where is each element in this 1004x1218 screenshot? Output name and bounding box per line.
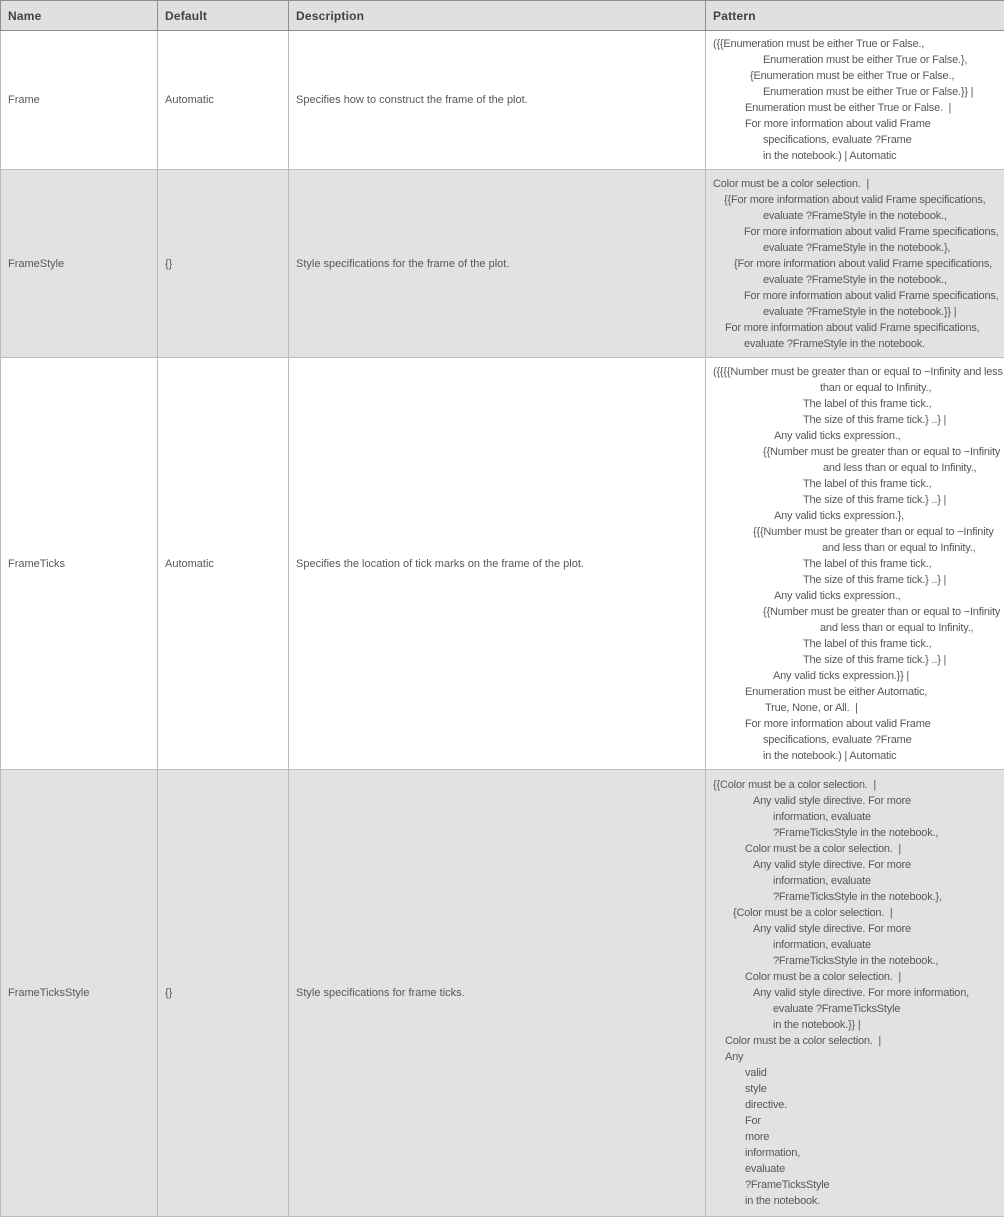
name-cell: FrameStyle [1,170,158,358]
pattern-line: style [745,1083,767,1095]
pattern-line: ?FrameTicksStyle in the notebook.}, [773,891,942,903]
pattern-line: specifications, evaluate ?Frame [763,733,912,746]
pattern-line: Color must be a color selection. | [713,177,870,190]
pattern-line: Enumeration must be either True or False. | [745,102,952,114]
pattern-line: The size of this frame tick.} ..} | [803,573,947,586]
pattern-line: {{For more information about valid Frame specifications, [724,193,986,206]
pattern-line: ?FrameTicksStyle in the notebook., [773,827,939,839]
default-cell: Automatic [158,31,289,170]
pattern-cell [706,170,1004,358]
pattern-cell [706,358,1004,770]
pattern-line: The label of this frame tick., [803,477,932,490]
pattern-line: Color must be a color selection. | [725,1035,882,1047]
pattern-cell [706,31,1004,170]
pattern-line: ?FrameTicksStyle [745,1179,830,1191]
pattern-cell [706,770,1004,1217]
table-body [1,31,1004,1217]
pattern-line: For [745,1115,761,1127]
pattern-line: Any valid ticks expression.}, [774,509,904,522]
pattern-line: Enumeration must be either True or False.}, [763,54,968,66]
pattern-line: {{{Number must be greater than or equal to −Infinity [753,525,994,538]
pattern-line: more [745,1131,770,1143]
pattern-line: ({{Enumeration must be either True or False., [713,38,925,50]
pattern-line: Any valid ticks expression., [774,589,901,602]
column-header-name: Name [1,1,158,31]
description-cell: Specifies the location of tick marks on the frame of the plot. [289,358,706,770]
name-cell: FrameTicks [1,358,158,770]
pattern-line: {{Number must be greater than or equal to −Infinity [763,445,1001,458]
pattern-line: evaluate ?FrameStyle in the notebook. [744,337,925,350]
table-row-frame [1,31,1004,170]
pattern-line: Any [725,1051,744,1063]
pattern-line: The label of this frame tick., [803,557,932,570]
pattern-line: For more information about valid Frame [745,118,931,130]
pattern-line: than or equal to Infinity., [820,381,932,394]
pattern-line: evaluate ?FrameStyle in the notebook., [763,209,947,222]
column-header-default: Default [158,1,289,31]
pattern-line: Any valid style directive. For more [753,795,912,807]
pattern-line: {{Number must be greater than or equal to −Infinity [763,605,1001,618]
pattern-line: directive. [745,1099,788,1111]
pattern-line: {Color must be a color selection. | [733,907,893,919]
pattern-line: True, None, or All. | [765,701,858,714]
description-cell: Specifies how to construct the frame of the plot. [289,31,706,170]
pattern-line: evaluate ?FrameStyle in the notebook.}} | [763,305,957,318]
column-header-pattern: Pattern [706,1,1004,31]
pattern-line: specifications, evaluate ?Frame [763,134,912,146]
pattern-line: For more information about valid Frame specifications, [744,225,999,238]
pattern-line: Any valid ticks expression.}} | [773,669,910,682]
pattern-line: evaluate ?FrameStyle in the notebook.}, [763,241,951,254]
pattern-line: The size of this frame tick.} ..} | [803,653,947,666]
pattern-line: ({{{{Number must be greater than or equal to −Infinity and less [713,365,1003,378]
header-row [1,1,1004,31]
pattern-line: Any valid style directive. For more [753,859,912,871]
default-cell: Automatic [158,358,289,770]
pattern-line: For more information about valid Frame specifications, [725,321,980,334]
pattern-line: information, [745,1147,801,1159]
pattern-line: valid [745,1067,767,1079]
table-row-frameticks [1,358,1004,770]
pattern-line: Color must be a color selection. | [745,843,902,855]
pattern-line: information, evaluate [773,811,871,823]
pattern-line: The size of this frame tick.} ..} | [803,413,947,426]
pattern-line: in the notebook.) | Automatic [763,150,897,162]
pattern-line: {For more information about valid Frame specifications, [734,257,993,270]
pattern-line: For more information about valid Frame specifications, [744,289,999,302]
pattern-line: The label of this frame tick., [803,637,932,650]
pattern-line: {{Color must be a color selection. | [713,779,876,791]
pattern-line: Any valid ticks expression., [774,429,901,442]
pattern-line: information, evaluate [773,875,871,887]
pattern-line: Color must be a color selection. | [745,971,902,983]
pattern-line: The size of this frame tick.} ..} | [803,493,947,506]
pattern-line: and less than or equal to Infinity., [822,541,976,554]
pattern-line: evaluate ?FrameTicksStyle [773,1003,901,1015]
pattern-line: and less than or equal to Infinity., [823,461,977,474]
pattern-line: evaluate ?FrameStyle in the notebook., [763,273,947,286]
default-cell: {} [158,770,289,1217]
pattern-line: in the notebook. [745,1195,821,1207]
name-cell: Frame [1,31,158,170]
pattern-line: Enumeration must be either Automatic, [745,685,928,698]
table-row-frameticksstyle [1,770,1004,1217]
name-cell: FrameTicksStyle [1,770,158,1217]
pattern-line: The label of this frame tick., [803,397,932,410]
pattern-line: For more information about valid Frame [745,717,931,730]
pattern-line: information, evaluate [773,939,871,951]
pattern-line: ?FrameTicksStyle in the notebook., [773,955,939,967]
pattern-line: Enumeration must be either True or False.}} | [763,86,974,98]
pattern-line: in the notebook.) | Automatic [763,749,897,762]
pattern-line: Any valid style directive. For more [753,923,912,935]
pattern-line: in the notebook.}} | [773,1019,861,1031]
default-cell: {} [158,170,289,358]
pattern-line: {Enumeration must be either True or False., [750,70,955,82]
pattern-line: evaluate [745,1163,785,1175]
description-cell: Style specifications for the frame of the plot. [289,170,706,358]
pattern-line: Any valid style directive. For more information, [753,987,969,999]
pattern-line: and less than or equal to Infinity., [820,621,974,634]
table-row-framestyle [1,170,1004,358]
column-header-description: Description [289,1,706,31]
description-cell: Style specifications for frame ticks. [289,770,706,1217]
